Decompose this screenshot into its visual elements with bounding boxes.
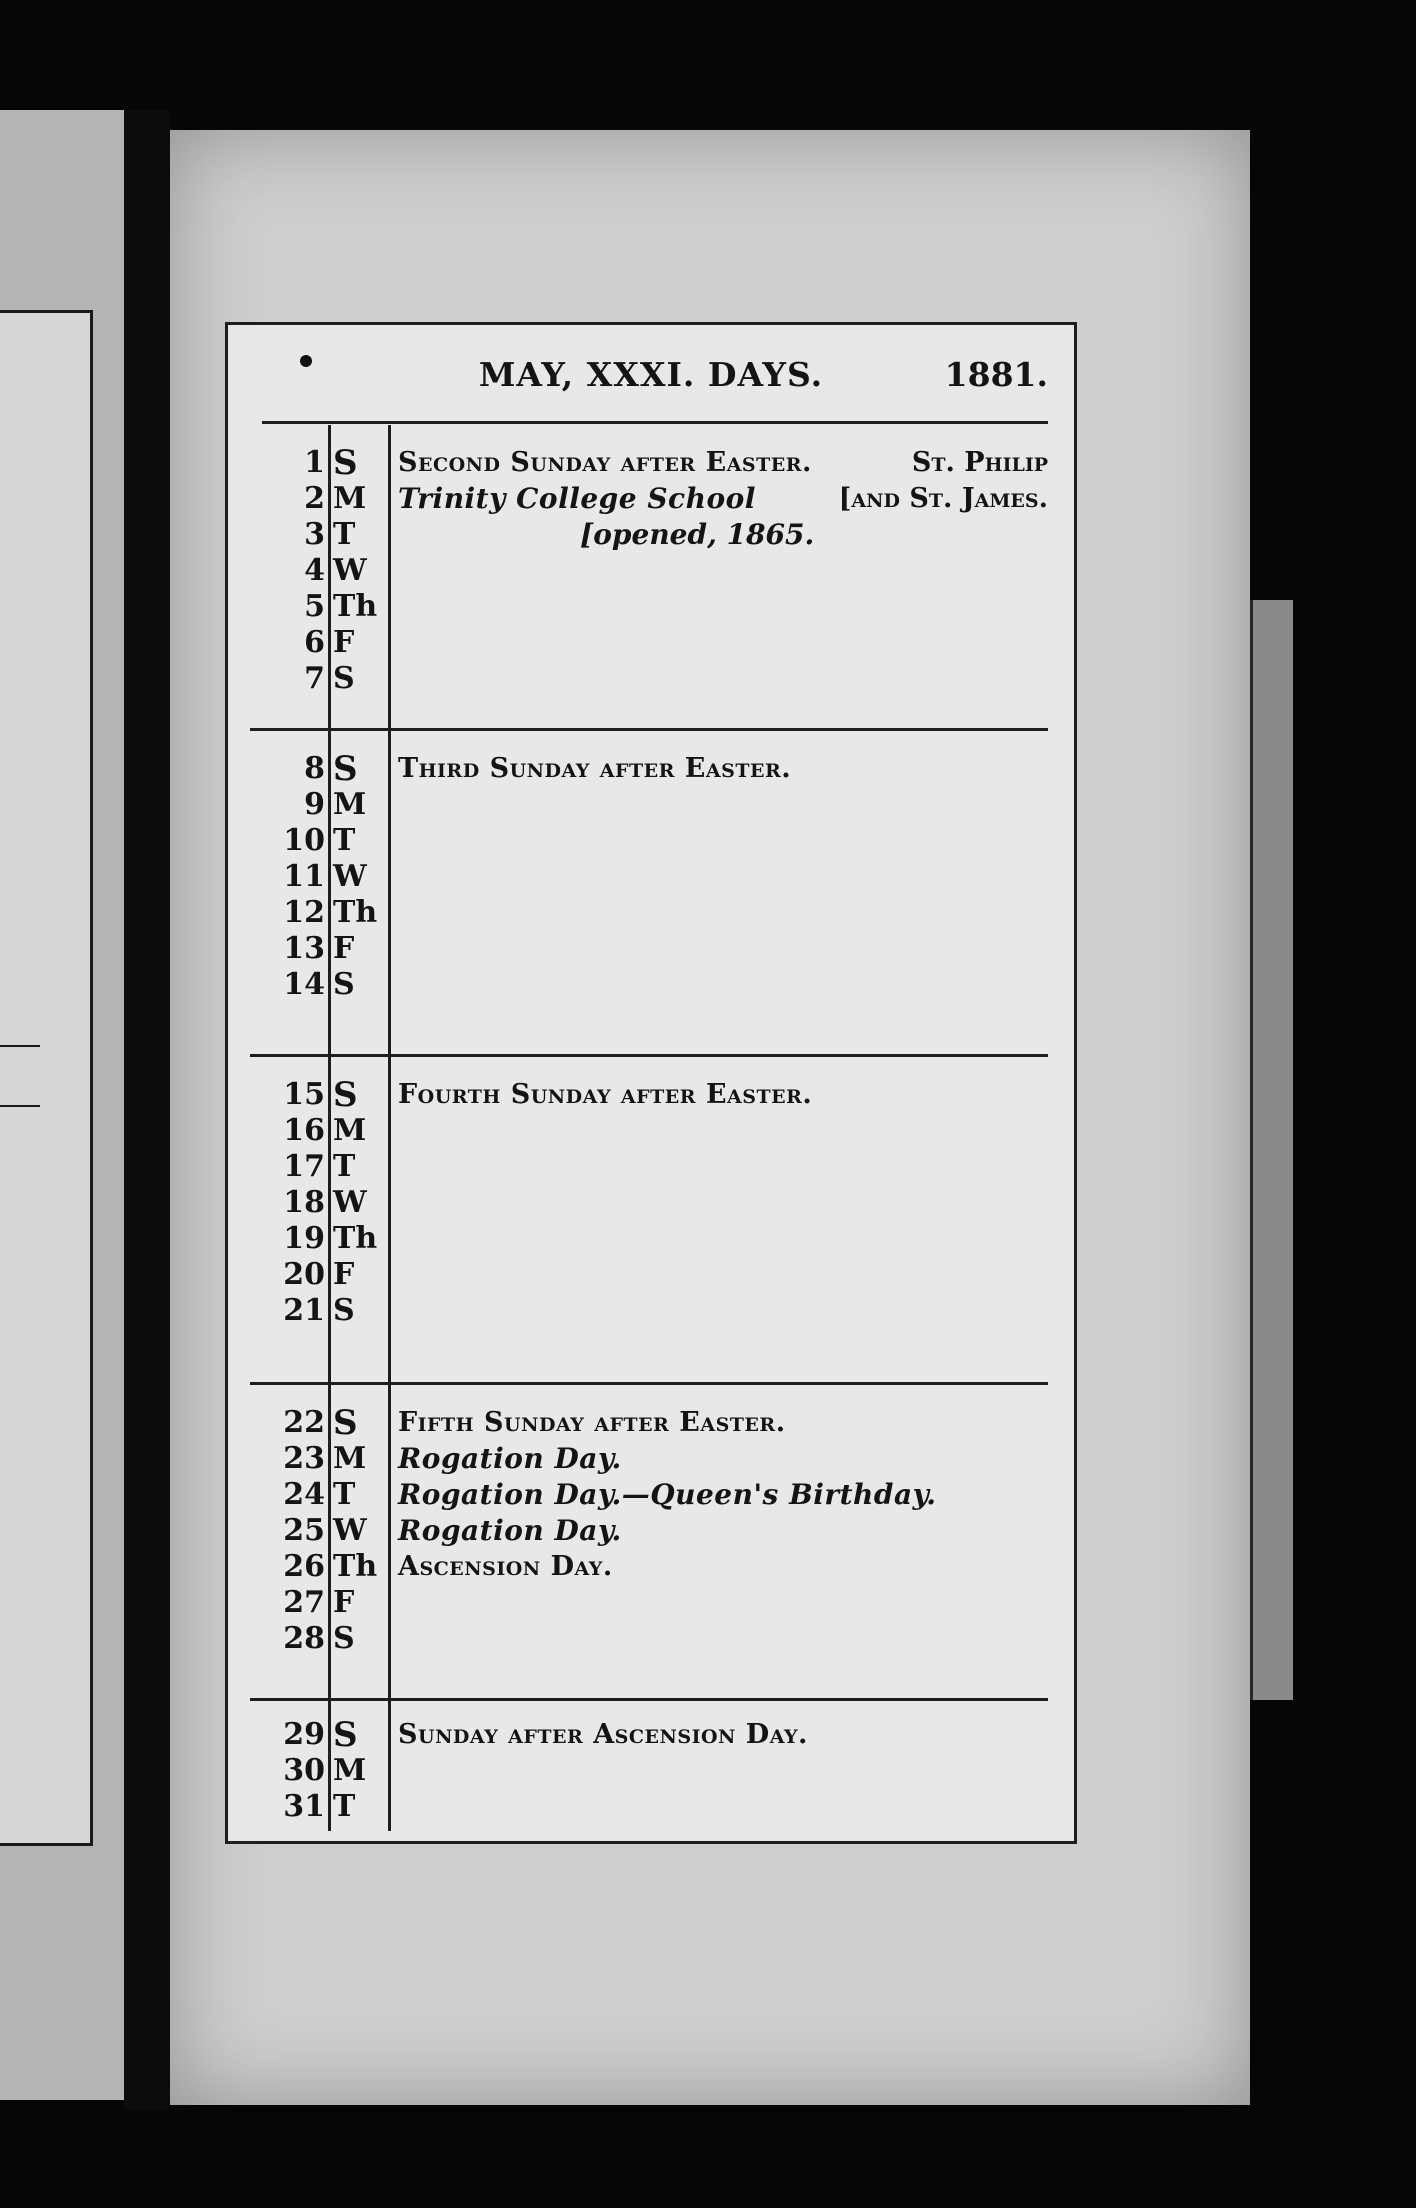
day-row: [250, 967, 1048, 1003]
day-number: 13: [283, 931, 325, 966]
day-row: [250, 661, 1048, 697]
day-row: [250, 859, 1048, 895]
weekday: S: [333, 661, 355, 696]
weekday: F: [333, 625, 355, 660]
week-block-2: [250, 731, 1048, 1057]
day-number: 16: [283, 1113, 325, 1148]
day-row: [250, 1717, 1048, 1753]
weekday: F: [333, 1257, 355, 1292]
day-row: [250, 1549, 1048, 1585]
day-note-continued: [opened, 1865.: [580, 518, 815, 551]
day-row: [250, 1293, 1048, 1329]
day-note: Rogation Day.: [398, 1514, 622, 1547]
day-row: [250, 823, 1048, 859]
day-number: 5: [304, 589, 325, 624]
weekday-sunday: S: [333, 749, 358, 789]
day-number: 27: [283, 1585, 325, 1620]
left-page-frame: [0, 310, 93, 1846]
day-number: 30: [283, 1753, 325, 1788]
day-note: Rogation Day.—Queen's Birthday.: [398, 1478, 937, 1511]
day-row: [250, 1585, 1048, 1621]
weekday: T: [333, 1149, 356, 1184]
weekday: Th: [333, 589, 378, 624]
day-note: Second Sunday after Easter.: [398, 447, 812, 478]
weekday: T: [333, 517, 356, 552]
weekday-sunday: S: [333, 443, 358, 483]
day-note: Fourth Sunday after Easter.: [398, 1079, 813, 1110]
day-row: [250, 625, 1048, 661]
weekday: Th: [333, 1549, 378, 1584]
weekday: S: [333, 967, 355, 1002]
day-row: [250, 1405, 1048, 1441]
day-number: 7: [304, 661, 325, 696]
page-title: MAY, XXXI. DAYS.: [478, 355, 824, 394]
day-row: [250, 1149, 1048, 1185]
day-row: [250, 1185, 1048, 1221]
weekday: M: [333, 1113, 367, 1148]
day-row: [250, 1789, 1048, 1825]
left-page-rule: [0, 1105, 40, 1107]
day-number: 29: [283, 1717, 325, 1752]
weekday: T: [333, 1789, 356, 1824]
day-number: 2: [304, 481, 325, 516]
day-number: 14: [283, 967, 325, 1002]
day-row: [250, 1753, 1048, 1789]
day-row: [250, 895, 1048, 931]
weekday: M: [333, 1753, 367, 1788]
week-block-1: [250, 425, 1048, 731]
weekday: W: [333, 859, 367, 894]
day-row: [250, 553, 1048, 589]
day-row: [250, 517, 1048, 553]
day-note-continued: St. Philip: [911, 447, 1048, 478]
day-number: 8: [304, 751, 325, 786]
weekday: S: [333, 1293, 355, 1328]
page-edge: [1250, 600, 1293, 1700]
day-number: 18: [283, 1185, 325, 1220]
weekday: M: [333, 787, 367, 822]
weekday: M: [333, 1441, 367, 1476]
day-row: [250, 1221, 1048, 1257]
weekday: S: [333, 1621, 355, 1656]
left-page-rule: [0, 1045, 40, 1047]
day-number: 21: [283, 1293, 325, 1328]
page-year: 1881.: [944, 355, 1048, 394]
weekday: F: [333, 931, 355, 966]
day-row: [250, 1477, 1048, 1513]
weekday: F: [333, 1585, 355, 1620]
day-note: Trinity College School: [398, 482, 756, 515]
day-row: [250, 751, 1048, 787]
day-number: 31: [283, 1789, 325, 1824]
day-number: 17: [283, 1149, 325, 1184]
day-row: [250, 787, 1048, 823]
day-number: 4: [304, 553, 325, 588]
weekday: Th: [333, 1221, 378, 1256]
day-row: [250, 931, 1048, 967]
day-number: 9: [304, 787, 325, 822]
day-number: 26: [283, 1549, 325, 1584]
weekday-sunday: S: [333, 1715, 358, 1755]
day-number: 3: [304, 517, 325, 552]
day-row: [250, 1077, 1048, 1113]
day-number: 25: [283, 1513, 325, 1548]
weekday: T: [333, 1477, 356, 1512]
weekday-sunday: S: [333, 1403, 358, 1443]
day-note-continued: [and St. James.: [838, 483, 1048, 514]
day-number: 10: [283, 823, 325, 858]
day-note: Third Sunday after Easter.: [398, 753, 792, 784]
day-number: 22: [283, 1405, 325, 1440]
day-row: [250, 1257, 1048, 1293]
weekday: Th: [333, 895, 378, 930]
weekday: M: [333, 481, 367, 516]
day-number: 6: [304, 625, 325, 660]
day-number: 12: [283, 895, 325, 930]
calendar-frame: [225, 322, 1077, 1844]
day-row: [250, 1441, 1048, 1477]
week-block-4: [250, 1385, 1048, 1701]
day-number: 1: [304, 445, 325, 480]
weekday: W: [333, 1185, 367, 1220]
day-number: 28: [283, 1621, 325, 1656]
weekday-sunday: S: [333, 1075, 358, 1115]
day-row: [250, 1513, 1048, 1549]
day-row: [250, 445, 1048, 481]
day-note: Sunday after Ascension Day.: [398, 1719, 808, 1750]
binding-gutter: [124, 110, 170, 2110]
header-rule: [262, 421, 1048, 424]
day-note: Fifth Sunday after Easter.: [398, 1407, 786, 1438]
weekday: W: [333, 1513, 367, 1548]
weekday: T: [333, 823, 356, 858]
week-block-3: [250, 1057, 1048, 1385]
day-number: 24: [283, 1477, 325, 1512]
day-row: [250, 1113, 1048, 1149]
day-row: [250, 1621, 1048, 1657]
day-number: 23: [283, 1441, 325, 1476]
day-row: [250, 481, 1048, 517]
day-number: 20: [283, 1257, 325, 1292]
day-note: Ascension Day.: [398, 1551, 613, 1582]
week-block-5: [250, 1701, 1048, 1831]
weekday: W: [333, 553, 367, 588]
day-row: [250, 589, 1048, 625]
day-number: 11: [283, 859, 325, 894]
day-number: 15: [283, 1077, 325, 1112]
day-note: Rogation Day.: [398, 1442, 622, 1475]
day-number: 19: [283, 1221, 325, 1256]
